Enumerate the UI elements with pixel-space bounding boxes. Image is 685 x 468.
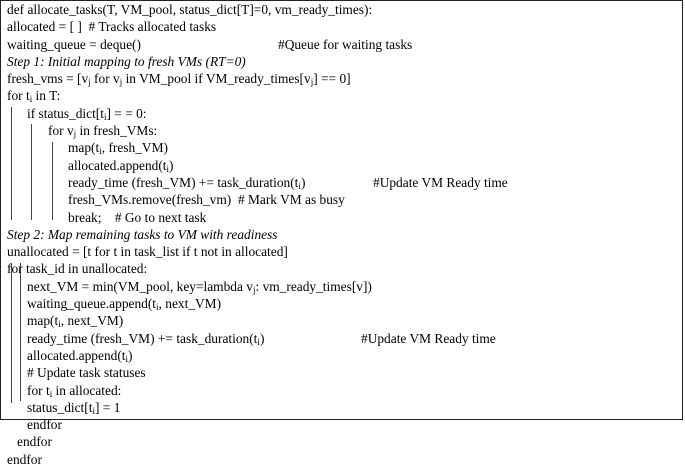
code-line <box>0 209 685 226</box>
code-line <box>0 122 685 139</box>
code-text: fresh_vms = [$v_j$ for $v_j$ in VM_pool if $VM\_ready\_times[v_j] == 0$] <box>7 71 351 88</box>
code-text: $waiting\_queue.append(t_i$, next_VM) <box>27 296 222 313</box>
code-text: # Update task statuses <box>27 365 146 381</box>
code-text: next_VM = min(VM_pool, key=lambda $v_j$: vm_ready_times[v]) <box>27 278 372 295</box>
code-line <box>0 399 685 416</box>
pseudocode-block <box>0 1 685 468</box>
code-comment: #Update VM Ready time <box>373 174 508 190</box>
code-line <box>0 191 685 208</box>
code-text: $allocated.append(t_i)$ <box>27 347 133 364</box>
code-line <box>0 18 685 35</box>
code-text: endfor <box>27 417 62 433</box>
code-line <box>0 451 685 468</box>
code-line <box>0 87 685 104</box>
code-text: for $t_i$ in T: <box>7 88 61 105</box>
code-text: $allocated.append(t_i)$ <box>68 157 174 174</box>
code-line <box>0 157 685 174</box>
code-text: for task_id in unallocated: <box>7 261 148 277</box>
code-text: endfor <box>17 434 52 450</box>
code-line <box>0 105 685 122</box>
code-text: allocated = [ ] # Tracks allocated tasks <box>7 19 217 35</box>
code-text: $map(t_i$, fresh_VM) <box>68 140 168 157</box>
code-text: break; # Go to next task <box>68 209 207 225</box>
code-text: $status\_dict[t_i] = 1$ <box>27 399 121 416</box>
code-text: for $v_j$ in fresh_VMs: <box>48 123 158 140</box>
code-line <box>0 278 685 295</box>
code-line <box>0 382 685 399</box>
code-comment: #Queue for waiting tasks <box>278 36 413 52</box>
code-text: if $status\_dict[t_i]$ = = 0: <box>27 105 147 122</box>
code-comment: #Update VM Ready time <box>361 330 496 346</box>
code-line <box>0 330 685 347</box>
code-text: Step 1: Initial mapping to fresh VMs (RT=0) <box>7 53 246 69</box>
code-text: $map(t_i$, next_VM) <box>27 313 124 330</box>
code-line <box>0 174 685 191</box>
code-text: def allocate_tasks(T, VM_pool, status_dict[T]=0, vm_ready_times): <box>7 2 373 17</box>
code-text: fresh_VMs.remove(fresh_vm) # Mark VM as busy <box>68 192 345 208</box>
code-line <box>0 433 685 450</box>
code-text: endfor <box>7 451 42 467</box>
code-text: unallocated = [t for t in task_list if t not in allocated] <box>7 244 288 260</box>
code-line <box>0 226 685 243</box>
code-text: Step 2: Map remaining tasks to VM with readiness <box>7 226 278 242</box>
code-line <box>0 1 685 18</box>
code-line <box>0 70 685 87</box>
code-line <box>0 139 685 156</box>
code-line <box>0 347 685 364</box>
code-line <box>0 36 685 53</box>
code-text: ready_time (fresh_VM) += $task\_duration(t_i)$ <box>68 174 306 191</box>
code-line <box>0 53 685 70</box>
code-line <box>0 364 685 381</box>
code-text: for $t_i$ in allocated: <box>27 382 122 399</box>
code-line <box>0 295 685 312</box>
code-line <box>0 243 685 260</box>
code-line <box>0 312 685 329</box>
code-text: waiting_queue = deque() <box>7 36 141 52</box>
code-line <box>0 260 685 277</box>
code-line <box>0 416 685 433</box>
code-text: ready_time (fresh_VM) += $task\_duration(t_i)$ <box>27 330 265 347</box>
